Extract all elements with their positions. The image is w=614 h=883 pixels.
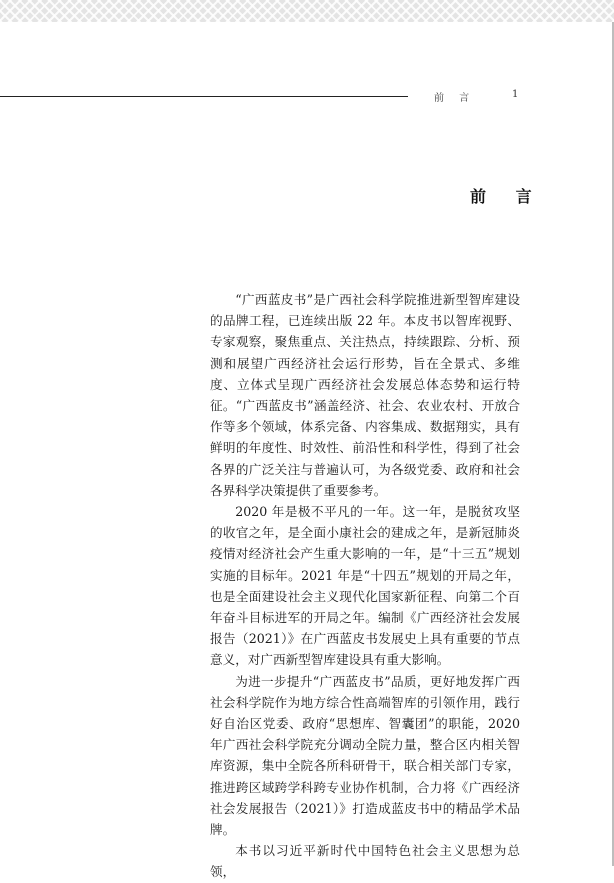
page-number: 1 [512,89,519,100]
paragraph-4: 本书以习近平新时代中国特色社会主义思想为总领， [210,843,520,880]
body-text [210,289,520,883]
paragraph-3: 为进一步提升“广西蓝皮书”品质，更好地发挥广西社会科学院作为地方综合性高端智库的引领作用，践行好自治区党委、政府“思想库、智囊团”的职能，2020 年广西社会科学院充分调动全院力量，整合区内相关智库资源，集中全院各所科研骨干，联合相关部门专家，推进跨区域跨学科跨专业协作机制，合力将《广西经济社会发展报告（2021）》打造成蓝皮书中的精品学术品牌。 [210,673,520,838]
paragraph-2: 2020 年是极不平凡的一年。这一年，是脱贫攻坚的收官之年，是全面小康社会的建成之年，是新冠肺炎疫情对经济社会产生重大影响的一年，是“十三五”规划实施的目标年。2021 年是“十四五”规划的开局之年，也是全面建设社会主义现代化国家新征程、向第二个百年奋斗目标进军的开局之年。编制《广西经济社会发展报告（2021）》在广西蓝皮书发展史上具有重要的节点意义，对广西新型智库建设具有重大影响。 [210,504,520,668]
decorative-top-border [0,0,614,22]
running-head: 前 言 [434,93,476,104]
chapter-title: 前 言 [470,187,544,206]
header-rule [0,96,408,97]
paragraph-1: “广西蓝皮书”是广西社会科学院推进新型智库建设的品牌工程，已连续出版 22 年。本皮书以智库视野、专家观察，聚焦重点、关注热点，持续跟踪、分析、预测和展望广西经济社会运行形势，旨在全景式、多维度、立体式呈现广西经济社会发展总体态势和运行特征。“广西蓝皮书”涵盖经济、社会、农业农村、开放合作等多个领域，体系完备、内容集成、数据翔实，具有鲜明的年度性、时效性、前沿性和科学性，得到了社会各界的广泛关注与普遍认可，为各级党委、政府和社会各界科学决策提供了重要参考。 [210,292,520,498]
